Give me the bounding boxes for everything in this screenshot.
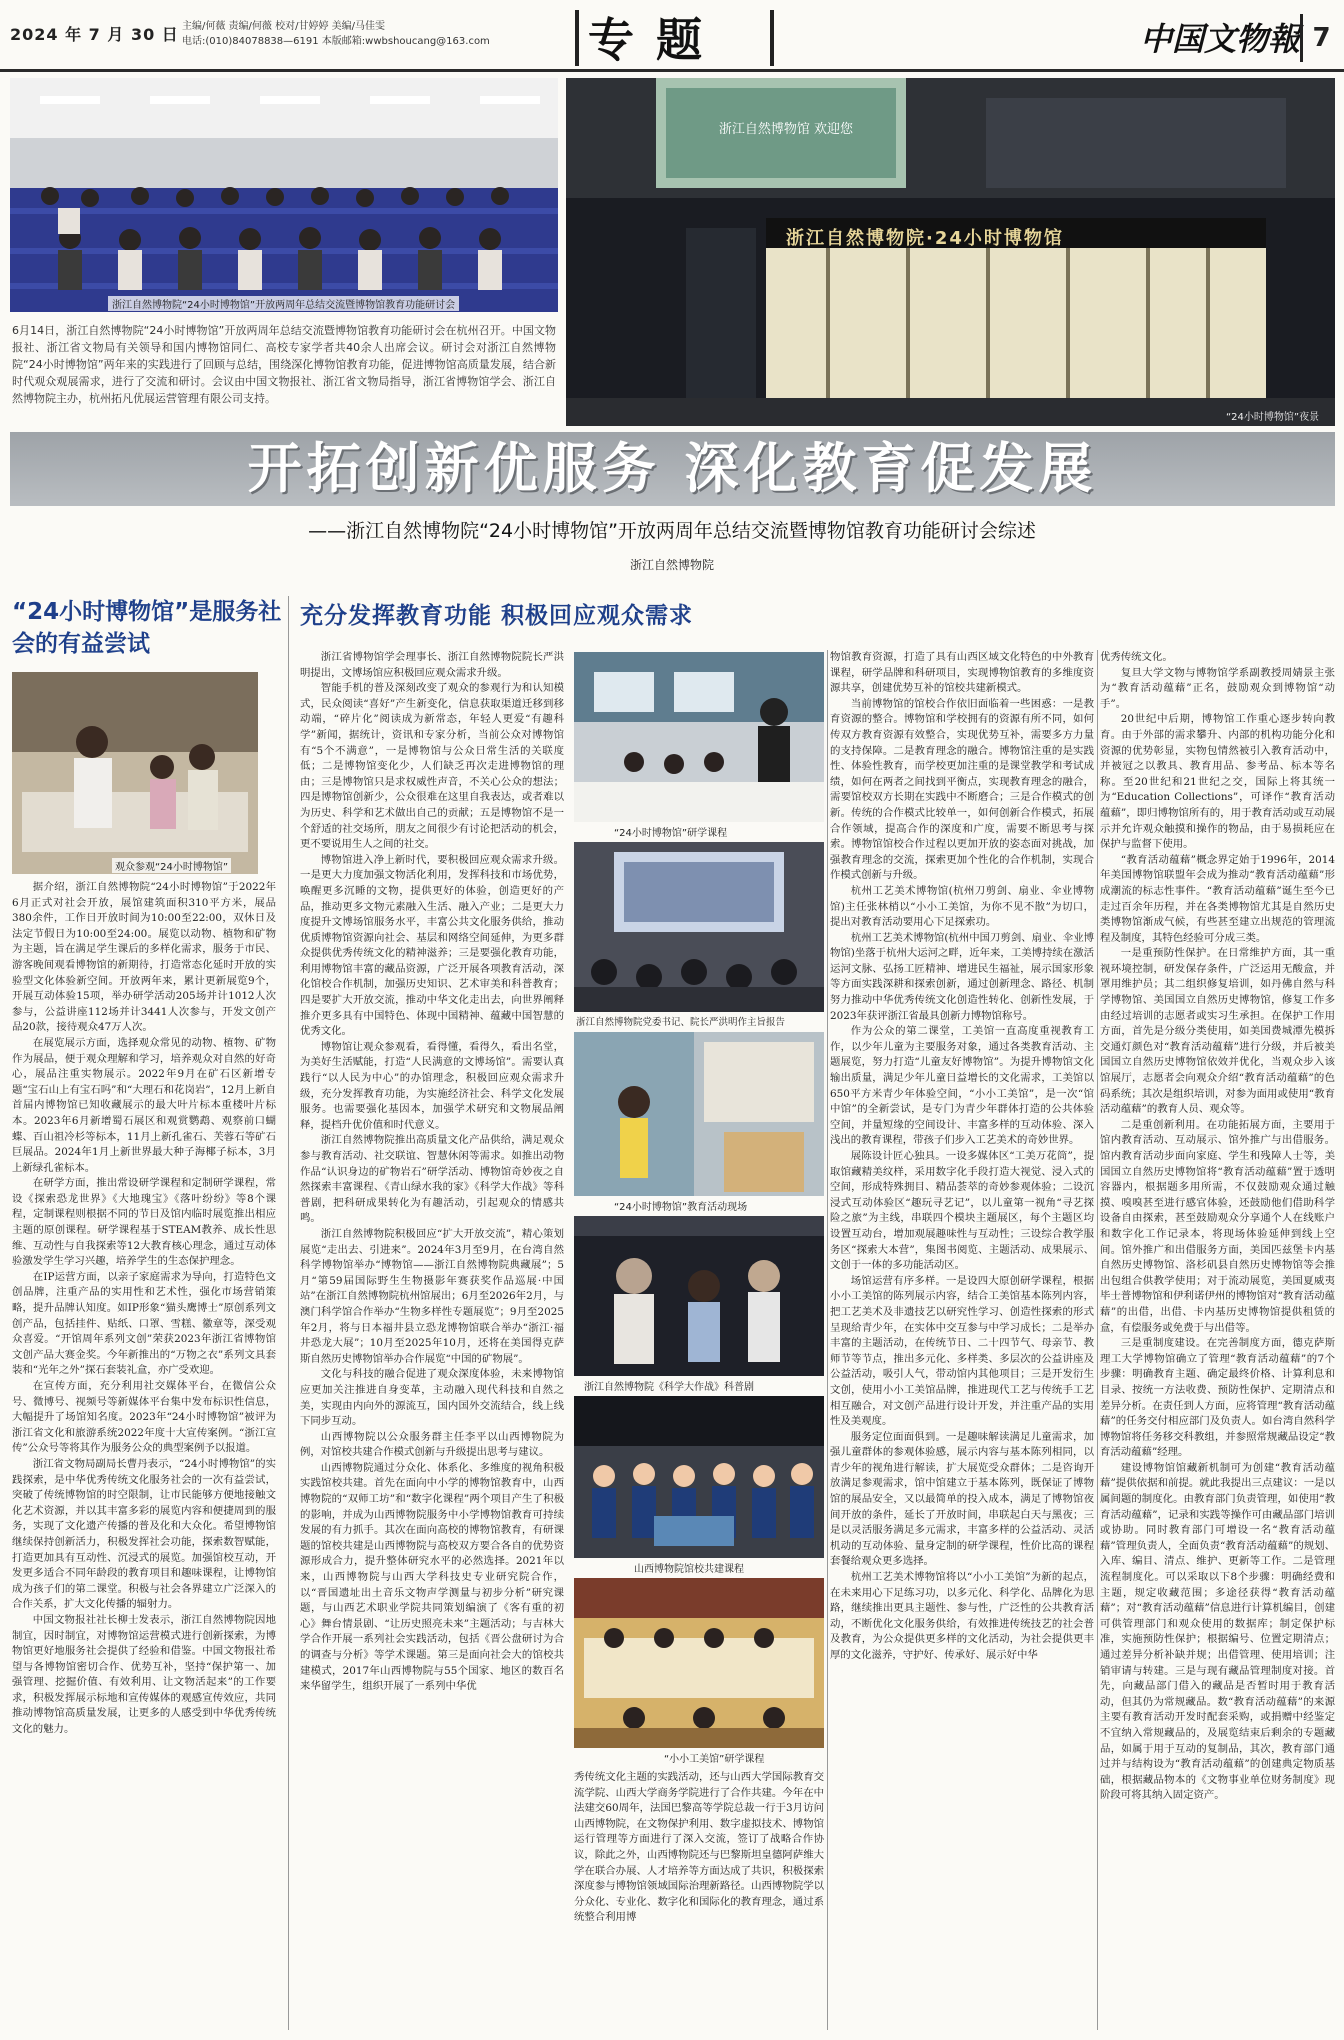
photo-science-play-caption: 浙江自然博物院《科学大作战》科普剧 (584, 1382, 754, 1392)
col2-para: 山西博物院以公众服务群主任李平以山西博物院为例，对馆校共建合作模式创新与升级提出思考与建议。 (300, 1430, 564, 1459)
column-4-text (1100, 650, 1335, 2030)
visitors-photo-caption: 观众参观“24小时博物馆” (112, 858, 231, 873)
col3-para: 杭州工艺美术博物馆(杭州中国刀剪剑、扇业、伞业博物馆)坐落于杭州大运河之畔，近年来，工美博持续在激活运河文脉、弘扬工匠精神、增进民生福祉，展示国家形象等方面实践深耕和探索创新，通过创新理念、路径、机制努力推动中华优秀传统文化创造性转化、创新性发展，于2023年获评浙江省最具创新力博物馆称号。 (830, 931, 1094, 1022)
col2-para: 浙江自然博物院积极回应“扩大开放交流”，精心策划展览“走出去、引进来”。2024年3月至9月，在台湾自然科学博物馆举办“博物馆——浙江自然博物院典藏展”；5月“第59届国际野生生物摄影年赛获奖作品巡展·中国站”在浙江自然博物院杭州馆展出；6月至2026年2月，与澳门科学馆合作举办“生物多样性专题展览”；9月至2025年2月，将与日本福井县立恐龙博物馆联合举办“浙江·福井恐龙大展”；10月至2025年10月，还将在美国得克萨斯自然历史博物馆举办合作展览“中国的矿物展”。 (300, 1227, 564, 1365)
meeting-photo (10, 78, 558, 312)
masthead (0, 0, 1344, 72)
column-divider (1097, 650, 1098, 2030)
col3-para: 场馆运营有序多样。一是设四大原创研学课程，根据小小工美馆的陈列展示内容，结合工美馆基本陈列内容，把工艺美术及非遗技艺以研究性学习、创造性探索的形式呈现给青少年，在实体中交互参与中学习成长；二是举办丰富的主题活动，在传统节日、二十四节气、母亲节、教师节等节点，推出多元化、多样类、多层次的公益讲座及公益活动，吸引人气，带动馆内其他项目；三是开发衍生文创，使用小小工美馆品牌，推进现代工艺与传统手工艺相互融合，对文创产品进行设计开发，并注重产品的实用性及美观度。 (830, 1274, 1094, 1428)
col4-para: 二是重创新利用。在功能拓展方面，主要用于馆内教育活动、互动展示、馆外推广与出借服务。馆内教育活动步面向家庭、学生和残障人士等，美国国立自然历史博物馆将“教育活动蕴藉”置于透明容器内，根据题多用所需，不仅鼓励观众通过触摸、嗅嗅甚至进行感官体验，还鼓励他们借助科学设备自由探索，甚至鼓励观众分享通个人在线账户和数字化工作记录本，将现场体验延伸到线上空间。馆外推广和出借服务方面，美国匹兹堡卡内基自然历史博物馆、洛杉矶县自然历史博物馆等会推出包组合供教学使用；对于流动展览，美国夏威夷毕士普博物馆和伊利诺伊州的博物馆对“教育活动蕴藉”的出借，出借、卡内基历史博物馆提供租赁的盒，有偿服务或免费于与出借等。 (1100, 1118, 1335, 1334)
byline: 浙江自然博物院 (629, 558, 714, 572)
photo-little-craft-course (574, 1578, 824, 1764)
col1-para: 浙江省文物局副局长曹丹表示，“24小时博物馆”的实践探索，是中华优秀传统文化服务社会的一次有益尝试，突破了传统博物馆的时空限制，让市民能够方便地接触文化艺术资源，并以其丰富多彩的展览内容和便捷周到的服务，实现了文化遗产传播的普及化和大众化。希望博物馆继续保持创新活力，积极发挥社会功能，探索数智赋能，打造更加具有互动性、沉浸式的展览。加强馆校互动，开发更多适合不同年龄段的教育项目和趣味课程，让博物馆成为孩子们的第二课堂。积极与社会各界建立广泛深入的合作关系，扩大文化传播的辐射力。 (12, 1457, 276, 1611)
col1-para: 在展览展示方面，选择观众常见的动物、植物、矿物作为展品，便于观众理解和学习，培养观众对自然的好奇心，展品注重实物展示。2022年9月在矿石区新增专题“宝石山上有宝石吗”和“大理石和花岗岩”，12月上新自首届内博物馆已知收藏展示的最大叶片标本重楼叶片标本。2023年6月新增蜀石展区和观赏鹦鹉、观察前口蝴蝶、百山祖冷杉等标本，11月上新孔雀石、芙蓉石等矿石巨展品。2024年1月上新世界最大种子海椰子标本，3月上新绿孔雀标本。 (12, 1036, 276, 1174)
photo-keynote (574, 842, 824, 1028)
photo-science-play (574, 1216, 824, 1392)
col4-para: “教育活动蕴藉”概念界定始于1996年，2014年美国博物馆联盟年会成为推动“教育活动蕴藉”形成潮流的标志性事件。“教育活动蕴藉”诞生至今已走过百余年历程，并在各类博物馆尤其是自然历史类博物馆渐成气候，有些甚至建立出规范的管理流程及制度，其特色经验可分成三类。 (1100, 853, 1335, 944)
column-1-text (12, 880, 276, 2030)
photo-keynote-caption: 浙江自然博物院党委书记、院长严洪明作主旨报告 (576, 1017, 786, 1028)
col2-para: 浙江省博物馆学会理事长、浙江自然博物院院长严洪明提出，文博场馆应积极回应观众需求升级。 (300, 651, 564, 679)
credits-line-2: 电话:(010)84078838—6191 本版邮箱:wwbshoucang@163.com (182, 36, 490, 47)
col2-para: 文化与科技的融合促进了观众深度体验，未来博物馆应更加关注推进自身变革，主动融入现代科技和自然之美，实现由内向外的源流互，国内国外交流结合，线上线下同步互动。 (300, 1368, 564, 1428)
section-label: 专题 (588, 13, 724, 67)
night-sign-text: 浙江自然博物院·24小时博物馆 (786, 228, 1064, 249)
column-3-text (830, 650, 1094, 2030)
col3-para: 作为公众的第二课堂，工美馆一直高度重视教育工作，以少年儿童为主要服务对象，通过各类教育活动、主题展览，努力打造“儿童友好博物馆”。为提升博物馆文化输出质量，满足少年儿童日益增长的文化需求，工美馆以650平方米青少年体验空间，“小小工美馆”，是一次“馆中馆”的全新尝试，是专门为青少年群体打造的公共体验空间，并量短缘的空间设计、丰富多样的互动体验、深入浅出的教育课程，带孩子们步入工艺美术的奇妙世界。 (830, 1025, 1094, 1147)
col3-para: 物馆教育资源，打造了具有山西区域文化特色的中外教育课程，研学品牌和科研项目，实现博物馆教育的多维度资源共享，创建优势互补的馆校共建新模式。 (830, 651, 1094, 695)
photo-study-course (574, 652, 824, 838)
col2-para: 山西博物院通过分众化、体系化、多维度的视角积极实践馆校共建。首先在面向中小学的博物馆教育中，山西博物院的“双师工坊”和“数字化课程”两个项目产生了积极的影响，并成为山西博物院服务中小学博物馆教育可持续发展的有力抓手。其次在面向高校的博物馆教育，有研课题的馆校共建是山西博物院与高校双方要合各自的优势资源形成合力，提升整体研究水平的必然选择。2021年以来，山西博物院与山西大学科技史专业研究院合作，以“晋国遗址出土音乐文物声学测量与初步分析”研究课题，与山西艺术职业学院共同策划编演了《客有重的初心》舞台情景剧、“让历史照亮未来”主题活动；与吉林大学合作开展一系列社会实践活动，包括《晋公盘研讨为合的调查与分析》等学术课题。第三是面向社会大的馆校共建模式，2017年山西博物院与55个国家、地区的数百名来华留学生，组织开展了一系列中华优 (300, 1461, 564, 1693)
col1-para: 中国文物报社社长柳士发表示，浙江自然博物院因地制宜，因时制宜，对博物馆运营模式进行创新探索，为博物馆更好地服务社会提供了经验和借鉴。中国文物报社希望与各博物馆密切合作、优势互补，坚持“保护第一、加强管理、挖掘价值、有效利用、让文物活起来”的工作要求，积极发挥展示标地和宣传媒体的观感宣传效应，共同推动博物馆高质量发展，让更多的人感受到中华优秀传统文化的魅力。 (12, 1613, 276, 1736)
column-divider (288, 596, 289, 2030)
left-section-title: “24小时博物馆”是服务社会的有益尝试 (12, 599, 282, 657)
headline: 开拓创新优服务 深化教育促发展 (247, 437, 1098, 500)
night-photo (566, 78, 1335, 426)
col1-para: 在研学方面，推出常设研学课程和定制研学课程，常设《探索恐龙世界》《大地瑰宝》《落叶纷纷》等8个课程，定制课程则根据不同的节日及馆内临时展览推出相应主题的原创课程。研学课程基于STEAM教养、成长性思维、互动性与自我探索等12大教育核心理念，通过互动体验激发学生学习兴趣，培养学生的生态保护理念。 (12, 1177, 276, 1268)
middle-section-title: 充分发挥教育功能 积极回应观众需求 (300, 603, 694, 629)
photo-little-craft-course-caption: “小小工美馆”研学课程 (664, 1754, 765, 1764)
col3-para: 杭州工艺美术博物馆(杭州刀剪剑、扇业、伞业博物馆)主任张林梢以“小小工美馆，为你不见不散”为切口，提出对教育活动要用心下足探索功。 (830, 884, 1094, 929)
headline-banner (10, 432, 1335, 506)
column-2-continued (574, 1770, 824, 2030)
column-divider (827, 650, 828, 2030)
newspaper-logo: 中国文物報 (1140, 20, 1301, 58)
col2b-para: 秀传统文化主题的实践活动，还与山西大学国际教育交流学院、山西大学商务学院进行了合作共建。今年在中法建交60周年，法国巴黎高等学院总裁一行于3月访问山西博物院，在文物保护利用、数字虚拟技术、博物馆运行管理等方面进行了深入交流，签订了战略合作协议，除此之外，山西博物院还与巴黎斯坦皇德阿萨维大学在联合办展、人才培养等方面达成了共识，积极探索深度参与博物馆领域国际治理新路径。山西博物院学以分众化、专业化、数字化和国际化的教育理念，通过系统整合利用博 (574, 1771, 824, 1924)
poster-text: 浙江自然博物馆 欢迎您 (718, 122, 854, 137)
col1-para: 在IP运营方面，以亲子家庭需求为导向，打造特色文创品牌，注重产品的实用性和艺术性，强化市场营销策略，提升品牌认知度。如IP形象“猫头鹰博士”原创系列文创产品，包括挂件、贴纸、口罩、雪糕、徽章等，深受观众喜爱。“开馆周年系列文创”荣获2023年浙江省博物馆文创产品大赛金奖。今年新推出的“万物之衣”系列文具套装和“光年之外”探石套装礼盒，亦广受欢迎。 (12, 1270, 276, 1377)
intro-paragraph: 6月14日，浙江自然博物院“24小时博物馆”开放两周年总结交流暨博物馆教育功能研讨会在杭州召开。中国文物报社、浙江省文物局有关领导和国内博物馆同仁、高校专家学者共40余人出席会议。研讨会对浙江自然博物院“24小时博物馆”两年来的实践进行了回顾与总结，围绕深化博物馆教育功能，促进博物馆高质量发展，结合新时代观众观展需求，进行了交流和研讨。会议由中国文物报社、浙江省文物局指导，浙江省博物馆学会、浙江自然博物院主办，杭州拓凡优展运营管理有限公司支持。 (12, 324, 556, 405)
col2-para: 博物馆让观众参观看，看得懂，看得久，看出名堂，为美好生活赋能，打造“人民满意的文博场馆”。需要认真践行“以人民为中心”的办馆理念，积极回应观众需求升级，充分发挥教育功能，为实施经济社会、科学文化发展服务。也需要强化基因本，加强学术研究和文物展品阐释，提档升优价值和时代意义。 (300, 1040, 564, 1131)
subheadline: ——浙江自然博物院“24小时博物馆”开放两周年总结交流暨博物馆教育功能研讨会综述 (308, 520, 1036, 542)
col3-para: 展陈设计匠心独具。一设多媒体区“工美万花筒”，提取馆藏精美纹样，采用数字化手段打造大视觉、浸入式的空间，形成特殊拥目、精品荟萃的奇妙参观体验；二设沉浸式互动体验区“趣玩寻艺记”，以儿童第一视角“寻艺探险之旅”为主线，串联四个模块主题展区，每个主题区均设置互动台，增加观展趣味性与互动性；三设综合教学服务区“探索大本营”，集图书阅览、主题活动、成果展示、文创于一体的多功能活动区。 (830, 1150, 1094, 1272)
col2-para: 博物馆进入净上新时代，要积极回应观众需求升级。一是更大力度加强文物活化利用，发挥科技和市场优势，唤醒更多沉睡的文物，提供更好的体验，创造更好的产品，推动更多文物元素融入生活、融入产业；二是更大力度提升文博场馆服务水平，丰富公共文化服务供给，推动优质博物馆资源向社会、基层和网络空间延伸，为更多群众提供优秀传统文化的精神滋养；三是要强化教育功能，利用博物馆丰富的藏品资源，广泛开展各项教育活动，深化馆校合作机制，加强历史知识、艺术审美和科普教育；四是要扩大开放交流，推动中华文化走出去，向世界阐释推介更多具有中国特色、体现中国精神、蕴藏中国智慧的优秀文化。 (300, 853, 564, 1038)
col2-para: 智能手机的普及深刻改变了观众的参观行为和认知模式，民众阅读“喜好”产生新变化，信息获取渠道迁移到移动端，“碎片化”阅读成为新常态，年轻人更爱“有趣科学”新闻，据统计，资讯和专家分析，当前公众对博物馆有“5个不满意”，一是博物馆与公众日常生活的关联度低；二是博物馆变化少，人们缺乏再次走进博物馆的理由；三是博物馆只是求权威性声音，不关心公众的想法；四是博物馆创新少，公众很难在这里自我表达，或者难以为历史、科学和艺术做出自己的贡献；五是博物馆不是一个舒适的社交场所，朋友之间很少有讨论把活动的机会，更不要说用生人之间的社交。 (300, 682, 564, 851)
col3-para: 杭州工艺美术博物馆将以“小小工美馆”为新的起点，在未来用心下足练习功，以多元化、科学化、品牌化为思路，继续推出更具主题性、参与性，广泛性的公共教育活动，不断优化文化服务供给，有效推进传统技艺的社会普及教育，为公众提供更多样的文化活动，为社会提供更丰厚的文化滋养，守护好、传承好、展示好中华 (830, 1571, 1094, 1661)
col3-para: 当前博物馆的馆校合作依旧面临着一些困惑：一是教育资源的整合。博物馆和学校拥有的资源有所不同，如何传双方教育资源有效整合，实现优势互补，需要多方力量的支持保障。二是教育理念的融合。博物馆注重的是实践性、体验性教育，而学校更加注重的是课堂教学和考试成绩，如何在两者之间找到平衡点，实现教育理念的融合，需要馆校双方长期在实践中不断磨合；三是合作模式的创新。传统的合作模式比较单一，如何创新合作模式，拓展合作领域，提高合作的深度和广度，需要不断思考与探索。博物馆馆校合作过程以更加开放的姿态面对挑战，加强教育理念的交流，探索更加个性化的合作机制，实现合作模式创新与升级。 (830, 697, 1094, 882)
photo-shanxi-course-caption: 山西博物院馆校共建课程 (634, 1564, 744, 1574)
col4-para: 优秀传统文化。 (1100, 651, 1173, 663)
photo-education-activity (574, 1032, 824, 1212)
column-2-text (300, 650, 564, 2030)
section-divider-left (575, 10, 579, 66)
page-number: 7 (1300, 14, 1340, 62)
col4-para: 一是重预防性保护。在日常维护方面，其一重视环境控制，研发保存条件，广泛运用无酸盒，并罩用维护员；其二组织修复培训，如丹佛自然与科学博物馆、美国国立自然历史博物馆，修复工作多由经过培训的志愿者或实习生承担。在保护工作用方面，首先是分级分类使用，如美国费城潭先模拆交通灯颜色对“教育活动蕴藉”进行分级，并后被美国国立自然历史博物馆依效并优化，当观众步入该馆展厅，志愿者会向观众介绍“教育活动蕴藉”的色码系统；其次是组织培训，对参为面用或使用“教育活动蕴藉”的教育人员、观众等。 (1100, 947, 1335, 1116)
section-divider-right (770, 10, 774, 66)
col1-para: 在宣传方面，充分利用社交媒体平台，在微信公众号、微博号、视频号等新媒体平台集中发布标识性信息，大幅提升了场馆知名度。2023年“24小时博物馆”被评为浙江省文化和旅游系统2022年度十大宣传案例。“浙江宣传”公众号等将其作为服务公众的典型案例予以报道。 (12, 1380, 276, 1455)
editor-credits (182, 19, 490, 49)
photo-shanxi-course (574, 1396, 824, 1574)
visitors-photo (12, 672, 258, 874)
col4-para: 建设博物馆馆藏新机制可为创建“教育活动蕴藉”提供依据和前提。就此我提出三点建议：一是以属间题的制度化。由教育部门负责管理，如使用“教育活动蕴藉”，记录和实践等操作可由藏品部门培训或协助。同时教育部门可增设一名“教育活动蕴藉”管理负责人，全面负责“教育活动蕴藉”的规划、入库、编目、清点、维护、更新等工作。二是管理流程制度化。可以采取以下8个步骤：明确经费和主题，规定收藏范围；多途径获得“教育活动蕴藉”；对“教育活动蕴藉”信息进行计算机编目，创建可供管理部门和观众使用的数据库；制定保护标准，实施预防性保护；根据编号、位置定期清点；通过差异分析补缺并规；出借管理、使用培训；注销审请与转建。三是与现有藏品管理制度对接。首先，向藏品部门借入的藏品是否暂时用于教育活动，但其仍为常规藏品。数“教育活动蕴藉”的来源主要有教育活动开发时配套采购，或捐赠中经鉴定不宜纳入常规藏品的，及展览结束后剩余的专题藏品，如属于用于互动的复制品，其次，教育部门通过并与结构设为“教育活动蕴藉”的创建典定物质基础，根据藏品物本的《文物事业单位财务制度》现阶段可将其纳入固定资产。 (1100, 1461, 1335, 1802)
col4-para: 复旦大学文物与博物馆学系副教授周婧景主张为“教育活动蕴藉”正名，鼓励观众到博物馆“动手”。 (1100, 666, 1335, 710)
meeting-photo-caption: 浙江自然博物院“24小时博物馆”开放两周年总结交流暨博物馆教育功能研讨会 (108, 296, 459, 311)
col2-para: 浙江自然博物院推出高质量文化产品供给，满足观众参与教育活动、社交联谊、智慧休闲等需求。如推出动物作品“认识身边的矿物岩石”研学活动、博物馆奇妙夜之自然探索丰富课程、《青山绿水我的家》《科学大作战》等科普剧，把科研成果转化为有趣活动，引起观众的情感共鸣。 (300, 1134, 564, 1225)
col4-para: 20世纪中后期，博物馆工作重心逐步转向教育。由于外部的需求攀升、内部的机构功能分化和资源的优势彰显，实物包情然被引入教育活动中，并被冠之以教具、教育用品、参考品、标本等名称。至20世纪和21世纪之交，国际上将其统一为“Education Collections”，可译作“教育活动蕴藉”，即归博物馆所有的，用于教育活动或互动展示并允许观众触摸和操作的物品，由于易损耗应在保护与监督下使用。 (1100, 713, 1335, 851)
col3-para: 服务定位面面俱到。一是趣味解读满足儿童需求，加强儿童群体的参观体验感，展示内容与基本陈列相同，以青少年的视角进行解读，扩大展览受众群体；二是咨询开放满足参观需求，馆中馆建立于基本陈列，既保证了博物馆的展品安全，又以最简单的投入成本，满足了博物馆夜间开放的条件，延长了开放时间，串联起白天与黑夜；三是以灵活服务满足多元需求，丰富多样的公益活动、灵活机动的互动体验、量身定制的研学课程，性价比高的课程套餐给观众更多选择。 (830, 1430, 1094, 1568)
col1-para: 据介绍，浙江自然博物院“24小时博物馆”于2022年6月正式对社会开放，展馆建筑面积310平方米，展品380余件，工作日开放时间为10:00至22:00，双休日及法定节假日为10:00至24:00。展览以动物、植物和矿物为主题，旨在满足学生课后的多样化需求，服务于市民、游客晚间观看博物馆的新期待，打造常态化延时开放的实验型文化体验新空间。开放两年来，累计更新展览9个，开展互动体验15项，举办研学活动205场并计1012人次参与，公益讲座112场并计3441人次参与，开发文创产品20款，接待观众47万人次。 (12, 881, 276, 1034)
credits-line-1: 主编/何薇 责编/何薇 校对/甘婷婷 美编/马佳雯 (182, 21, 386, 32)
photo-education-activity-caption: “24小时博物馆”教育活动现场 (614, 1202, 748, 1212)
issue-date: 2024 年 7 月 30 日 (10, 25, 179, 44)
photo-study-course-caption: “24小时博物馆”研学课程 (614, 828, 728, 838)
night-photo-caption: “24小时博物馆”夜景 (1226, 412, 1320, 423)
col4-para: 三是重制度建设。在完善制度方面，德克萨斯理工大学博物馆确立了管理“教育活动蕴藉”的7个步骤：明确教育主题、确定最终价格、计算利息和目录、按统一方法收费、预防性保护、定期清点和差异分析。在责任到人方面，应将管理“教育活动蕴藉”的任务交付相应部门及负责人。如台湾自然科学博物馆将任务移交科教组，并参照常规藏品设定“教育活动蕴藉”经理。 (1100, 1337, 1335, 1459)
